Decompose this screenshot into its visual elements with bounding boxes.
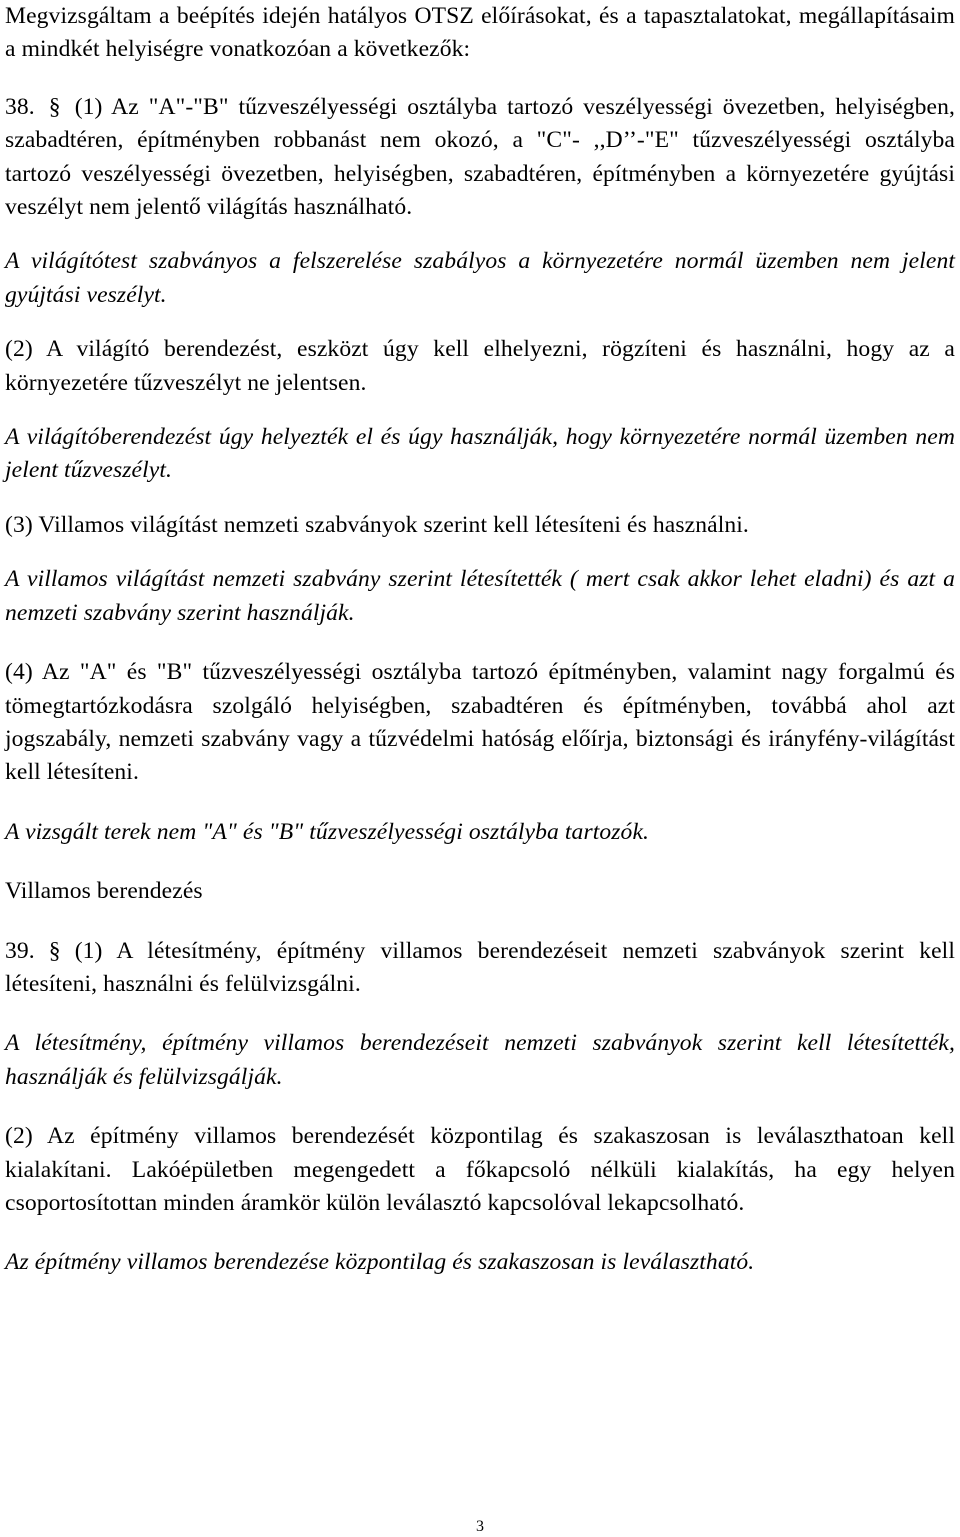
section-39-paragraph [5,935,955,1002]
rule-paragraph-2: (2) A világító berendezést, eszközt úgy kell elhelyezni, rögzíteni és használni, hogy az a környezetére tűzveszélyt ne jelentsen. [5,336,955,396]
section-heading-villamos: Villamos berendezés [5,878,203,905]
section-number: 39. [5,937,35,964]
section-symbol: § [48,937,61,964]
finding-paragraph-2: A világítóberendezést úgy helyezték el és úgy használják, hogy környezetére normál üzemben nem jelent tűzveszélyt. [5,424,955,484]
finding-paragraph-1: A világítótest szabványos a felszerelése szabályos a környezetére normál üzemben nem jelent gyújtási veszélyt. [5,248,955,308]
page-number: 3 [476,1518,484,1535]
rule-paragraph-5: (2) Az építmény villamos berendezését központilag és szakaszosan is leválaszthatoan kell kialakítani. Lakóépületben megengedett a főkapcsoló nélküli kialakítás, ha egy helyen csoportosítottan minden áramkör külön leválasztó kapcsolóval lekapcsolható. [5,1123,955,1216]
section-38-text: (1) Az "A"-"B" tűzveszélyességi osztályba tartozó veszélyességi övezetben, helyiségben, szabadtéren, építményben robbanást nem okozó, a "C"- ,,D’’-"E" tűzveszélyességi osztályba tartozó veszélyességi övezetben, helyiségben, szabadtéren, építményben a környezetére gyújtási veszélyt nem jelentő világítás használható. [5,93,955,221]
section-number: 38. [5,93,35,120]
finding-paragraph-4: A vizsgált terek nem "A" és "B" tűzveszélyességi osztályba tartozók. [5,818,650,845]
rule-paragraph-4: (4) Az "A" és "B" tűzveszélyességi osztályba tartozó építményben, valamint nagy forgalmú és tömegtartózkodásra szolgáló helyiségben, szabadtéren és építményben, továbbá ahol azt jogszabály, nemzeti szabvány vagy a tűzvédelmi hatóság előírja, biztonsági és irányfény-világítást kell létesíteni. [5,659,955,786]
finding-paragraph-5: A létesítmény, építmény villamos berendezéseit nemzeti szabványok szerint kell létesítették, használják és felülvizsgálják. [5,1030,955,1090]
section-39-text: (1) A létesítmény, építmény villamos berendezéseit nemzeti szabványok szerint kell létesíteni, használni és felülvizsgálni. [5,937,955,997]
finding-paragraph-3: A villamos világítást nemzeti szabvány szerint létesítették ( mert csak akkor lehet eladni) és azt a nemzeti szabvány szerint használják. [5,566,955,626]
document-page [5,0,955,1280]
finding-paragraph-6: Az építmény villamos berendezése központilag és szakaszosan is leválasztható. [5,1249,755,1276]
section-38-paragraph [5,91,955,225]
intro-paragraph: Megvizsgáltam a beépítés idején hatályos OTSZ előírásokat, és a tapasztalatokat, megállapításaim a mindkét helyiségre vonatkozóan a következők: [5,3,955,63]
section-symbol: § [48,93,61,120]
rule-paragraph-3: (3) Villamos világítást nemzeti szabványok szerint kell létesíteni és használni. [5,511,749,538]
